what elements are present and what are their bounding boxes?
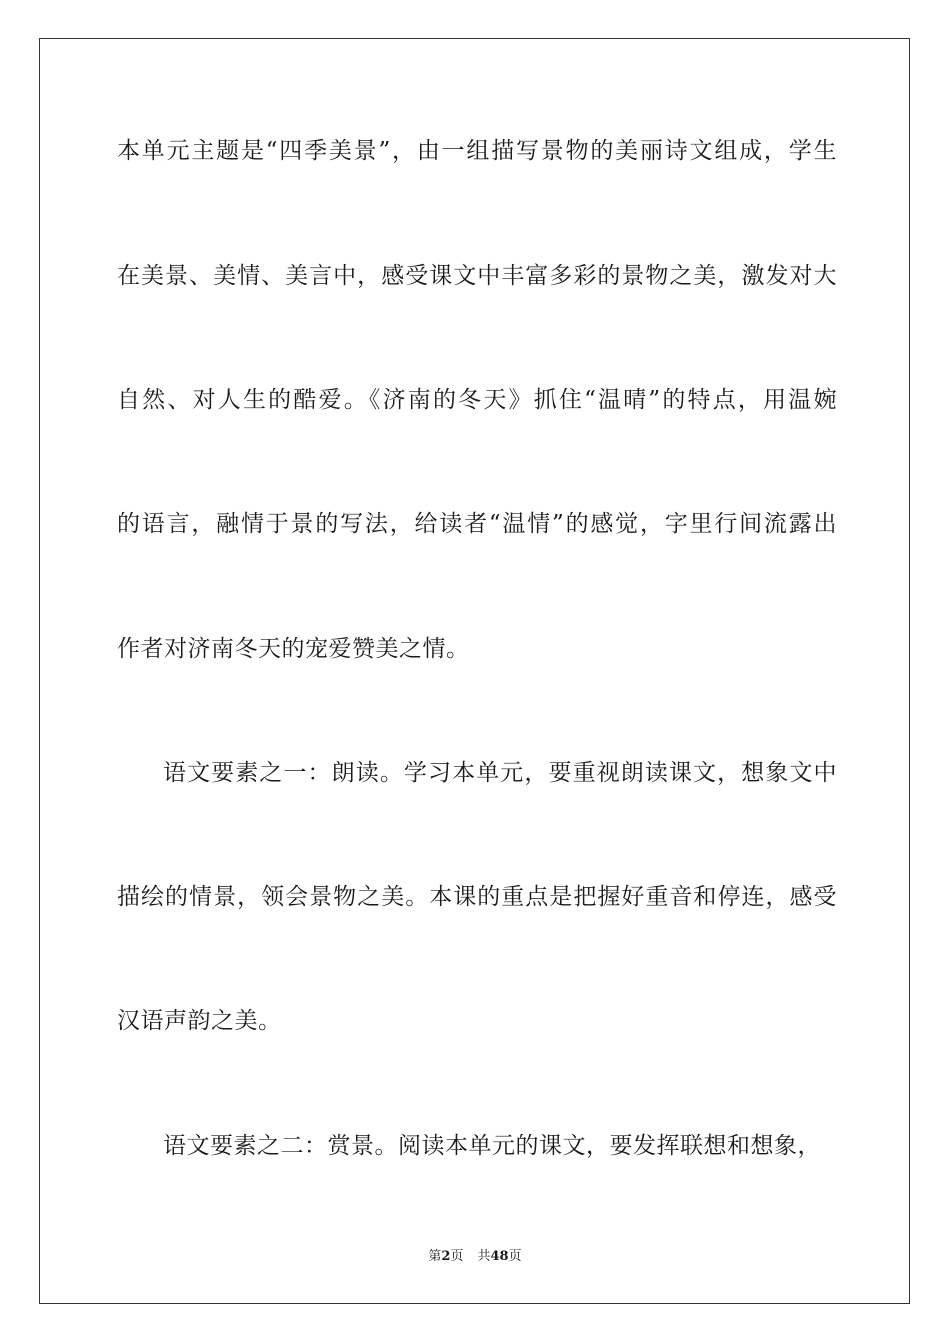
paragraph-2-line-3: 汉语声韵之美。	[117, 1008, 282, 1034]
page-footer	[0, 1249, 950, 1265]
page-number: 2	[441, 1249, 451, 1264]
paragraph-2-line-2: 描绘的情景，领会景物之美。本课的重点是把握好重音和停连，感受	[117, 884, 837, 910]
paragraph-1-line-4: 的语言，融情于景的写法，给读者“温情”的感觉，字里行间流露出	[117, 511, 837, 537]
paragraph-1-line-3: 自然、对人生的酷爱。《济南的冬天》抓住“温晴”的特点，用温婉	[117, 387, 837, 413]
total-prefix: 共	[477, 1249, 491, 1264]
page-number-label	[428, 1249, 463, 1265]
total-suffix: 页	[508, 1249, 522, 1264]
paragraph-1-line-2: 在美景、美情、美言中，感受课文中丰富多彩的景物之美，激发对大	[117, 263, 837, 289]
paragraph-1-line-5: 作者对济南冬天的宠爱赞美之情。	[117, 636, 470, 662]
paragraph-2-line-1: 语文要素之一：朗读。学习本单元，要重视朗读课文，想象文中	[163, 760, 837, 786]
paragraph-3-line-1: 语文要素之二：赏景。阅读本单元的课文，要发挥联想和想象，	[163, 1133, 821, 1159]
paragraph-1-line-1: 本单元主题是“四季美景”，由一组描写景物的美丽诗文组成，学生	[117, 138, 837, 164]
page-border	[39, 38, 910, 1304]
total-pages-label	[477, 1249, 521, 1265]
total-pages: 48	[490, 1249, 509, 1264]
page-prefix: 第	[428, 1249, 442, 1264]
page-suffix: 页	[450, 1249, 464, 1264]
